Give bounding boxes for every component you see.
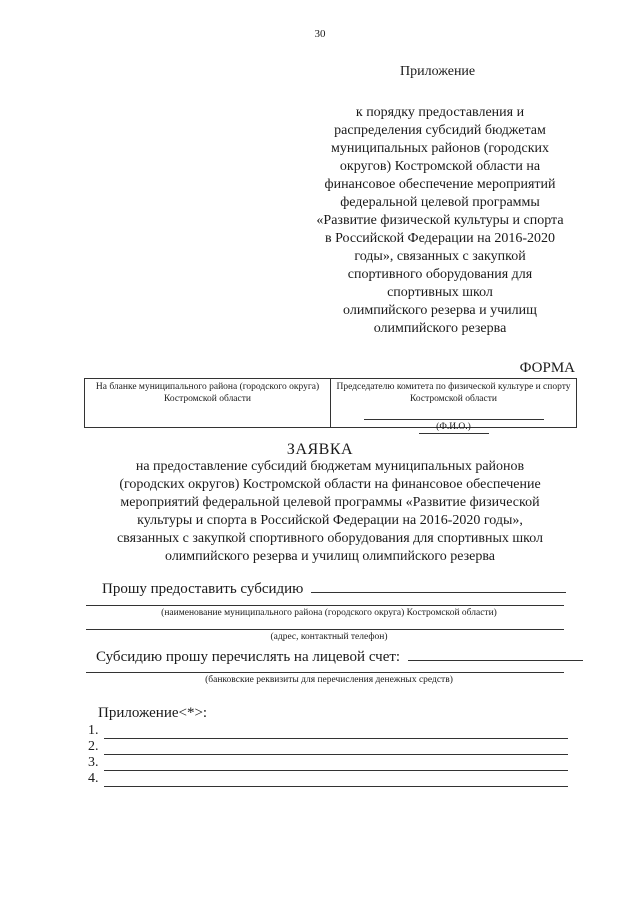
attachment-item bbox=[88, 771, 568, 787]
fio-label: (Ф.И.О.) bbox=[419, 422, 489, 434]
attachment-item bbox=[88, 723, 568, 739]
attachment-number: 1. bbox=[88, 723, 99, 738]
form-header-table bbox=[84, 378, 577, 432]
subsidy-amount-field[interactable] bbox=[311, 578, 566, 593]
application-body-line: культуры и спорта в Российской Федерации на 2016-2020 годы», bbox=[137, 513, 523, 528]
address-caption: (адрес, контактный телефон) bbox=[270, 632, 388, 642]
appendix-description-line: муниципальных районов (городских bbox=[330, 141, 550, 156]
attachment-number: 2. bbox=[88, 739, 99, 754]
municipality-caption: (наименование муниципального района (городского округа) Костромской области) bbox=[161, 608, 497, 618]
appendix-description-line: к порядку предоставления и bbox=[355, 105, 525, 120]
transfer-account-label: Субсидию прошу перечислять на лицевой счет: bbox=[96, 649, 401, 665]
appendix-description-line: финансовое обеспечение мероприятий bbox=[324, 177, 556, 192]
appendix-description bbox=[280, 104, 600, 338]
attachment-item bbox=[88, 755, 568, 771]
page-number: 30 bbox=[314, 28, 326, 40]
application-title: ЗАЯВКА bbox=[286, 441, 354, 458]
letterhead-text: На бланке муниципального района (городского округа) Костромской области bbox=[95, 382, 320, 404]
letterhead-cell bbox=[85, 379, 331, 427]
request-subsidy-label: Прошу предоставить субсидию bbox=[102, 581, 304, 597]
municipality-name-field[interactable] bbox=[86, 605, 564, 606]
attachment-item bbox=[88, 739, 568, 755]
appendix-description-line: спортивных школ bbox=[387, 285, 493, 300]
attachment-field[interactable] bbox=[104, 725, 568, 739]
application-body-line: (городских округов) Костромской области на финансовое обеспечение bbox=[119, 477, 541, 492]
appendix-description-line: олимпийского резерва и училищ bbox=[343, 303, 537, 318]
appendix-description-line: олимпийского резерва bbox=[373, 321, 507, 336]
account-number-field[interactable] bbox=[408, 646, 583, 661]
application-body bbox=[80, 458, 580, 566]
addressee-cell bbox=[331, 379, 576, 432]
application-body-line: олимпийского резерва и училищ олимпийского резерва bbox=[165, 549, 495, 564]
attachment-field[interactable] bbox=[104, 773, 568, 787]
appendix-description-line: федеральной целевой программы bbox=[340, 195, 540, 210]
bank-caption: (банковские реквизиты для перечисления денежных средств) bbox=[205, 675, 453, 685]
application-body-line: мероприятий федеральной целевой программы «Развитие физической bbox=[120, 495, 540, 510]
attachment-field[interactable] bbox=[104, 757, 568, 771]
attachment-number: 3. bbox=[88, 755, 99, 770]
request-subsidy-row bbox=[102, 578, 566, 598]
addressee-text: Председателю комитета по физической культуре и спорту Костромской области bbox=[336, 382, 571, 404]
application-body-line: на предоставление субсидий бюджетам муниципальных районов bbox=[135, 459, 525, 474]
appendix-description-line: «Развитие физической культуры и спорта bbox=[316, 213, 564, 228]
attachment-number: 4. bbox=[88, 771, 99, 786]
attachments-label: Приложение<*>: bbox=[98, 705, 208, 721]
transfer-account-row bbox=[96, 646, 583, 666]
appendix-description-line: распределения субсидий бюджетам bbox=[334, 123, 546, 138]
appendix-description-line: округов) Костромской области на bbox=[339, 159, 541, 174]
appendix-heading: Приложение bbox=[400, 64, 476, 79]
fio-signature-line[interactable] bbox=[364, 419, 544, 420]
bank-details-field[interactable] bbox=[86, 672, 564, 673]
appendix-description-line: в Российской Федерации на 2016-2020 bbox=[324, 231, 556, 246]
attachment-field[interactable] bbox=[104, 741, 568, 755]
address-phone-field[interactable] bbox=[86, 629, 564, 630]
appendix-description-line: спортивного оборудования для bbox=[347, 267, 533, 282]
application-body-line: связанных с закупкой спортивного оборудования для спортивных школ bbox=[116, 531, 544, 546]
appendix-description-line: годы», связанных с закупкой bbox=[354, 249, 526, 264]
form-label: ФОРМА bbox=[519, 360, 575, 376]
